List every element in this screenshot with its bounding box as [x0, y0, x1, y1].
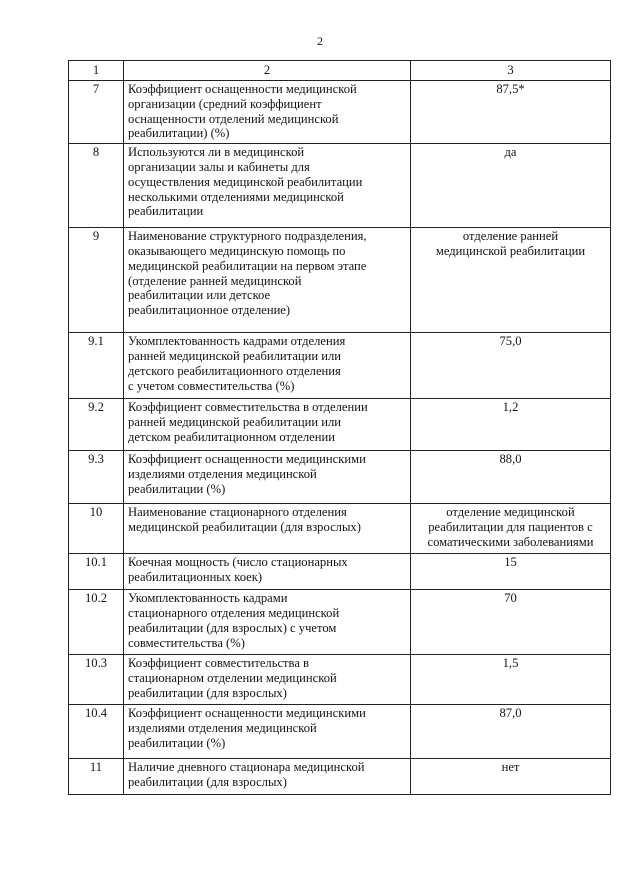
row-number: 10 — [69, 504, 124, 554]
row-number: 10.3 — [69, 655, 124, 705]
table-row — [69, 333, 611, 399]
row-number: 9.3 — [69, 451, 124, 504]
table-row — [69, 504, 611, 554]
table-row — [69, 705, 611, 759]
row-number: 10.4 — [69, 705, 124, 759]
row-description: Используются ли в медицинской организации залы и кабинеты для осуществления медицинской реабилитации несколькими отделениями медицинской реабилитации — [124, 144, 411, 228]
row-description: Наименование стационарного отделения медицинской реабилитации (для взрослых) — [124, 504, 411, 554]
row-value: 70 — [411, 590, 611, 655]
row-description: Укомплектованность кадрами стационарного отделения медицинской реабилитации (для взрослых) с учетом совместительства (%) — [124, 590, 411, 655]
row-description: Наименование структурного подразделения, оказывающего медицинскую помощь по медицинской реабилитации на первом этапе (отделение ранней медицинской реабилитации или детское реабилитационное отделение) — [124, 228, 411, 333]
header-cell-2: 2 — [124, 61, 411, 81]
row-number: 9 — [69, 228, 124, 333]
table-row — [69, 81, 611, 144]
table-row — [69, 399, 611, 451]
row-number: 9.1 — [69, 333, 124, 399]
table-row — [69, 590, 611, 655]
row-number: 7 — [69, 81, 124, 144]
row-number: 10.1 — [69, 554, 124, 590]
row-description: Коэффициент оснащенности медицинскими изделиями отделения медицинской реабилитации (%) — [124, 705, 411, 759]
row-description: Укомплектованность кадрами отделения ранней медицинской реабилитации или детского реабилитационного отделения с учетом совместительства (%) — [124, 333, 411, 399]
table-header-row — [69, 61, 611, 81]
table-row — [69, 451, 611, 504]
row-number: 10.2 — [69, 590, 124, 655]
page-number: 2 — [317, 34, 323, 48]
row-description: Коэффициент оснащенности медицинскими изделиями отделения медицинской реабилитации (%) — [124, 451, 411, 504]
header-cell-1: 1 — [69, 61, 124, 81]
table-row — [69, 554, 611, 590]
row-number: 9.2 — [69, 399, 124, 451]
table-row — [69, 655, 611, 705]
row-value: 87,5* — [411, 81, 611, 144]
row-value: отделение медицинской реабилитации для пациентов с соматическими заболеваниями — [411, 504, 611, 554]
row-value: 75,0 — [411, 333, 611, 399]
row-value: нет — [411, 759, 611, 795]
row-value: да — [411, 144, 611, 228]
row-value: 88,0 — [411, 451, 611, 504]
header-cell-3: 3 — [411, 61, 611, 81]
row-number: 8 — [69, 144, 124, 228]
row-value: 15 — [411, 554, 611, 590]
row-description: Наличие дневного стационара медицинской реабилитации (для взрослых) — [124, 759, 411, 795]
data-table — [68, 60, 611, 795]
row-value: 1,2 — [411, 399, 611, 451]
row-value: 1,5 — [411, 655, 611, 705]
table-row — [69, 759, 611, 795]
table-row — [69, 228, 611, 333]
row-description: Коэффициент оснащенности медицинской организации (средний коэффициент оснащенности отделений медицинской реабилитации) (%) — [124, 81, 411, 144]
row-number: 11 — [69, 759, 124, 795]
row-description: Коэффициент совместительства в отделении ранней медицинской реабилитации или детском реабилитационном отделении — [124, 399, 411, 451]
row-value: отделение ранней медицинской реабилитации — [411, 228, 611, 333]
row-value: 87,0 — [411, 705, 611, 759]
row-description: Коэффициент совместительства в стационарном отделении медицинской реабилитации (для взрослых) — [124, 655, 411, 705]
table-row — [69, 144, 611, 228]
row-description: Коечная мощность (число стационарных реабилитационных коек) — [124, 554, 411, 590]
